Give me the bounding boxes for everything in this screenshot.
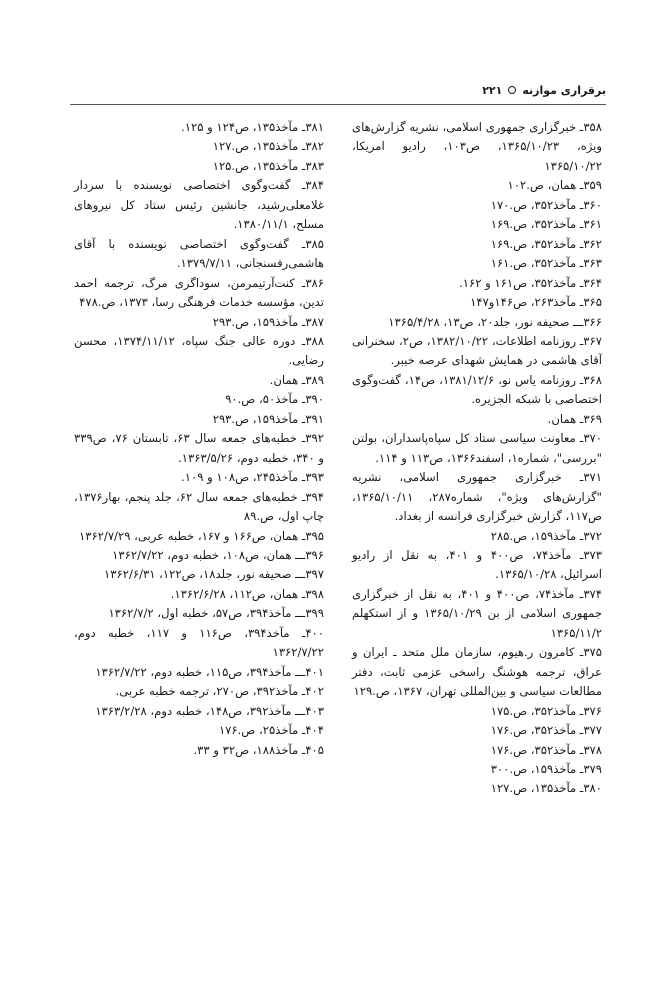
footnote-number: ۴۰۳ [305,703,324,718]
footnote-text: ـ گفت‌وگوی اختصاصی نویسنده با سردار غلامعلی‌رشید، جانشین رئیس ستاد کل نیروهای مسلح، ۱۳۸۰/۱۱/۱. [74,178,324,232]
footnote-number: ۳۹۲ [305,431,324,446]
footnote-text: ـ مآخذ۱۵۹، ص.۳۰۰ [490,761,584,776]
footnote-entry [74,332,324,371]
footnote-number: ۳۶۱ [583,217,602,232]
footnote-number: ۳۸۵ [305,236,324,251]
left-column [74,118,324,799]
footnote-text: ـ مآخذ۳۹۴، ص۱۱۶ و ۱۱۷، خطبه دوم، ۱۳۶۲/۷/۲۲ [74,625,324,660]
footnote-text: ـ مآخذ۱۵۹، ص.۲۸۵ [490,528,584,543]
footnote-number: ۳۶۴ [583,275,602,290]
footnote-entry [74,624,324,663]
footnote-text: ـ کامرون ر.هیوم، سازمان ملل متحد ـ ایران و عراق، ترجمه هوشنگ راسخی عزمی ثابت، دفتر مطالعات سیاسی و بین‌المللی تهران، ۱۳۶۷، ص.۱۲۹ [352,645,602,699]
footnote-text: ـ کنت‌آرتیمرمن، سوداگری مرگ، ترجمه احمد تدین، مؤسسه خدمات فرهنگی رسا، ۱۳۷۳، ص.۴۷۸ [74,275,324,310]
footnote-entry [74,702,324,721]
footnote-text: ـ مآخذ۳۵۲، ص.۱۶۱ [490,256,584,271]
footnote-entry [74,176,324,234]
footnote-number: ۳۸۸ [305,333,324,348]
footnote-text: ـ مآخذ۳۵۲، ص.۱۷۶ [490,742,584,757]
footnote-number: ۳۹۳ [305,470,324,485]
footnote-text: ـ روزنامه یاس نو، ۱۳۸۱/۱۲/۶، ص۱۴، گفت‌وگوی اختصاصی با شبکه الجزیره. [352,372,602,407]
footnote-entry [352,196,602,215]
footnote-entry [74,157,324,176]
footnote-entry [352,313,602,332]
footnote-entry [74,410,324,429]
footnote-text: ـ خبرگزاری جمهوری اسلامی، نشریه گزارش‌های ویژه، ۱۳۶۵/۱۰/۲۳، ص۱۰۳، رادیو امریکا، ۱۳۶۵/۱۰/۲۲ [352,120,602,173]
footnote-text: ـ مآخذ۷۴، ص۴۰۰ و ۴۰۱، به نقل از رادیو اسرائیل، ۱۳۶۵/۱۰/۲۸. [352,547,602,582]
footnote-entry [352,176,602,195]
footnote-entry [74,118,324,137]
footnote-text: ـ مآخذ۱۳۵، ص۱۲۴ و ۱۲۵. [181,120,306,134]
footnote-entry [352,546,602,585]
footnote-text: ـ مآخذ۳۵۲، ص.۱۷۵ [490,703,584,718]
footnote-text: ـــ مآخذ۳۹۴، ص۵۷، خطبه اول، ۱۳۶۲/۷/۲ [108,606,306,621]
footnote-entry [74,585,324,604]
footnote-entry [74,488,324,527]
footnote-number: ۳۷۵ [583,645,602,660]
footnote-entry [74,565,324,584]
footnote-text: ـ خبرگزاری جمهوری اسلامی، نشریه "گزارش‌های ویژه"، شماره۲۸۷، ۱۳۶۵/۱۰/۱۱، ص۱۱۷، گزارش خبرگزاری فرانسه از بغداد. [352,470,602,524]
footnote-text: ـ مآخذ۱۸۸، ص۳۲ و ۳۳. [193,742,306,757]
footnote-number: ۳۸۹ [305,372,324,387]
footnote-text: ـ مآخذ۳۵۲، ص.۱۶۹ [490,217,584,232]
footnote-entry [74,682,324,701]
footnote-text: ـ مآخذ۱۳۵، ص.۱۲۵ [212,158,306,173]
footnote-entry [74,390,324,409]
footnote-entry [352,702,602,721]
footnote-number: ۳۸۶ [305,275,324,290]
footnote-entry [352,293,602,312]
footnote-text: ـ مآخذ۳۵۲، ص۱۶۱ و ۱۶۲. [459,275,584,290]
footnote-text: ـ مآخذ۳۵۲، ص.۱۷۶ [490,723,584,738]
footnote-number: ۳۹۱ [305,411,324,426]
footnote-entry [74,741,324,760]
footnote-entry [74,663,324,682]
footnote-number: ۳۶۲ [583,236,602,251]
footnote-text: ـ روزنامه اطلاعات، ۱۳۸۲/۱۰/۲۲، ص۲، سخنرانی آقای هاشمی در همایش شهدای عرصه خیبر. [352,333,602,368]
footnote-text: ـ مآخذ۲۶۳، ص۱۴۶و۱۴۷ [470,295,584,310]
footnote-entry [352,721,602,740]
footnote-entry [74,527,324,546]
footnote-text: ـ همان، ص۱۱۲، ۱۳۶۲/۶/۲۸. [170,586,306,601]
footnote-text: ـــ همان، ص۱۰۸، خطبه دوم، ۱۳۶۲/۷/۲۲ [112,547,306,562]
footnote-number: ۳۶۸ [583,372,602,387]
footnote-entry [74,235,324,274]
footnote-number: ۳۷۲ [583,528,602,543]
footnote-number: ۳۵۸ [583,120,602,134]
footnote-entry [352,760,602,779]
footnote-entry [352,779,602,798]
footnote-number: ۳۶۶ [583,314,602,329]
footnote-number: ۴۰۵ [305,742,324,757]
header-inner [482,84,606,97]
footnote-number: ۳۹۰ [305,392,324,407]
footnote-number: ۳۵۹ [583,178,602,193]
footnote-text: ـ دوره عالی جنگ سپاه، ۱۳۷۴/۱۱/۱۲، محسن رضایی. [74,333,324,368]
footnote-number: ۳۹۶ [305,547,324,562]
footnote-number: ۳۸۲ [305,139,324,154]
footnote-number: ۳۷۶ [583,703,602,718]
footnote-entry [352,118,602,176]
footnote-text: ـ مآخذ۳۵۲، ص.۱۷۰ [490,197,584,212]
footnote-number: ۳۷۱ [583,470,602,485]
footnote-text: ـ مآخذ۱۵۹، ص.۲۹۳ [212,314,306,329]
footnote-text: ـ همان، ص۱۶۶ و ۱۶۷، خطبه عربی، ۱۳۶۲/۷/۲۹ [79,528,306,543]
page-number: ۲۲۱ [482,83,503,97]
footnote-entry [352,585,602,643]
footnote-number: ۳۷۳ [583,547,602,562]
footnote-entry [352,527,602,546]
footnote-number: ۳۸۴ [305,178,324,193]
footnote-entry [352,741,602,760]
footnote-columns [60,118,602,799]
footnote-text: ـ مآخذ۱۳۵، ص.۱۲۷ [490,781,584,796]
footnote-entry [352,254,602,273]
footnote-number: ۴۰۴ [305,723,324,738]
footnote-number: ۳۹۹ [305,606,324,621]
footnote-number: ۳۷۹ [583,761,602,776]
footnote-text: ـ خطبه‌های جمعه سال ۶۳، تابستان ۷۶، ص۳۳۹ و ۳۴۰، خطبه دوم، ۱۳۶۳/۵/۲۶. [74,431,324,465]
footnote-entry [74,137,324,156]
footnote-text: ـ مآخذ۱۳۵، ص.۱۲۷ [212,139,306,154]
footnote-entry [352,215,602,234]
footnote-number: ۴۰۱ [305,664,324,679]
footnote-entry [74,371,324,390]
right-column [352,118,602,799]
footnote-entry [352,274,602,293]
header-rule [70,104,606,105]
footnote-number: ۴۰۲ [305,684,324,699]
footnote-number: ۳۷۰ [583,431,602,446]
footnote-number: ۳۷۸ [583,742,602,757]
footnote-text: ـ مآخذ۳۵۲، ص.۱۶۹ [490,236,584,251]
footnote-text: ـ مآخذ۵۰، ص.۹۰ [225,392,306,407]
footnote-number: ۳۶۹ [583,411,602,426]
footnote-text: ـ مآخذ۷۴، ص۴۰۰ و ۴۰۱، به نقل از خبرگزاری جمهوری اسلامی از بن ۱۳۶۵/۱۰/۲۹ و از استکهلم ۱۳۶۵/۱۱/۲ [352,586,603,640]
footnote-number: ۳۹۸ [305,586,324,601]
footnote-entry [352,410,602,429]
footnote-number: ۳۶۰ [583,197,602,212]
footnote-number: ۳۸۷ [305,314,324,329]
footnote-entry [74,468,324,487]
footnote-entry [74,546,324,565]
footnote-number: ۳۷۷ [583,723,602,738]
page-header [70,80,606,100]
footnote-entry [352,235,602,254]
footnote-entry [352,332,602,371]
footnote-number: ۳۹۷ [305,567,324,582]
footnote-entry [74,313,324,332]
footnote-text: ـ معاونت سیاسی ستاد کل سپاه‌پاسداران، بولتن "بررسی"، شماره۱، اسفند۱۳۶۶، ص۱۱۳ و ۱۱۴. [352,431,602,465]
footnote-text: ـ مآخذ۲۴۵، ص۱۰۸ و ۱۰۹. [181,470,306,485]
circle-icon [508,86,516,94]
footnote-entry [74,429,324,468]
footnote-number: ۳۶۵ [583,295,602,310]
footnote-text: ـ خطبه‌های جمعه سال ۶۲، جلد پنجم، بهار۱۳۷۶، چاپ اول، ص.۸۹ [74,489,324,524]
footnote-text: ـ همان. [269,372,306,387]
footnote-number: ۳۷۴ [583,586,602,601]
footnote-number: ۳۹۴ [305,489,324,504]
footnote-entry [74,604,324,623]
footnote-number: ۳۸۰ [583,781,602,796]
footnote-number: ۳۹۵ [305,528,324,543]
footnote-text: ـ مآخذ۳۹۲، ص۲۷۰، ترجمه خطبه عربی. [115,684,306,699]
footnote-number: ۴۰۰ [305,625,324,640]
footnote-text: ـ گفت‌وگوی اختصاصی نویسنده با آقای هاشمی‌رفسنجانی، ۱۳۷۹/۷/۱۱. [74,236,324,271]
footnote-text: ـ مآخذ۱۵۹، ص.۲۹۳ [212,411,306,426]
footnote-entry [352,429,602,468]
footnote-entry [352,371,602,410]
footnote-text: ـ مآخذ۲۵، ص.۱۷۶ [218,723,306,738]
footnote-text: ـــ صحیفه نور، جلد۱۸، ص۱۲۲، ۱۳۶۲/۶/۳۱ [104,567,306,582]
running-title: برقراری موازنه [522,83,606,97]
footnote-entry [352,468,602,526]
footnote-number: ۳۶۳ [583,256,602,271]
footnote-number: ۳۶۷ [583,333,602,348]
footnote-text: ـ همان، ص.۱۰۲ [507,178,584,193]
footnote-text: ـــ صحیفه نور، جلد۲۰، ص۱۳، ۱۳۶۵/۴/۲۸ [388,314,584,329]
footnote-text: ـــ مآخذ۳۹۲، ص۱۴۸، خطبه دوم، ۱۳۶۳/۲/۲۸ [95,703,306,718]
footnote-text: ـــ مآخذ۳۹۴، ص۱۱۵، خطبه دوم، ۱۳۶۲/۷/۲۲ [95,664,306,679]
footnote-number: ۳۸۱ [305,120,324,134]
footnote-entry [74,721,324,740]
footnote-entry [352,643,602,701]
footnote-text: ـ همان. [547,411,584,426]
footnote-entry [74,274,324,313]
footnote-number: ۳۸۳ [305,158,324,173]
